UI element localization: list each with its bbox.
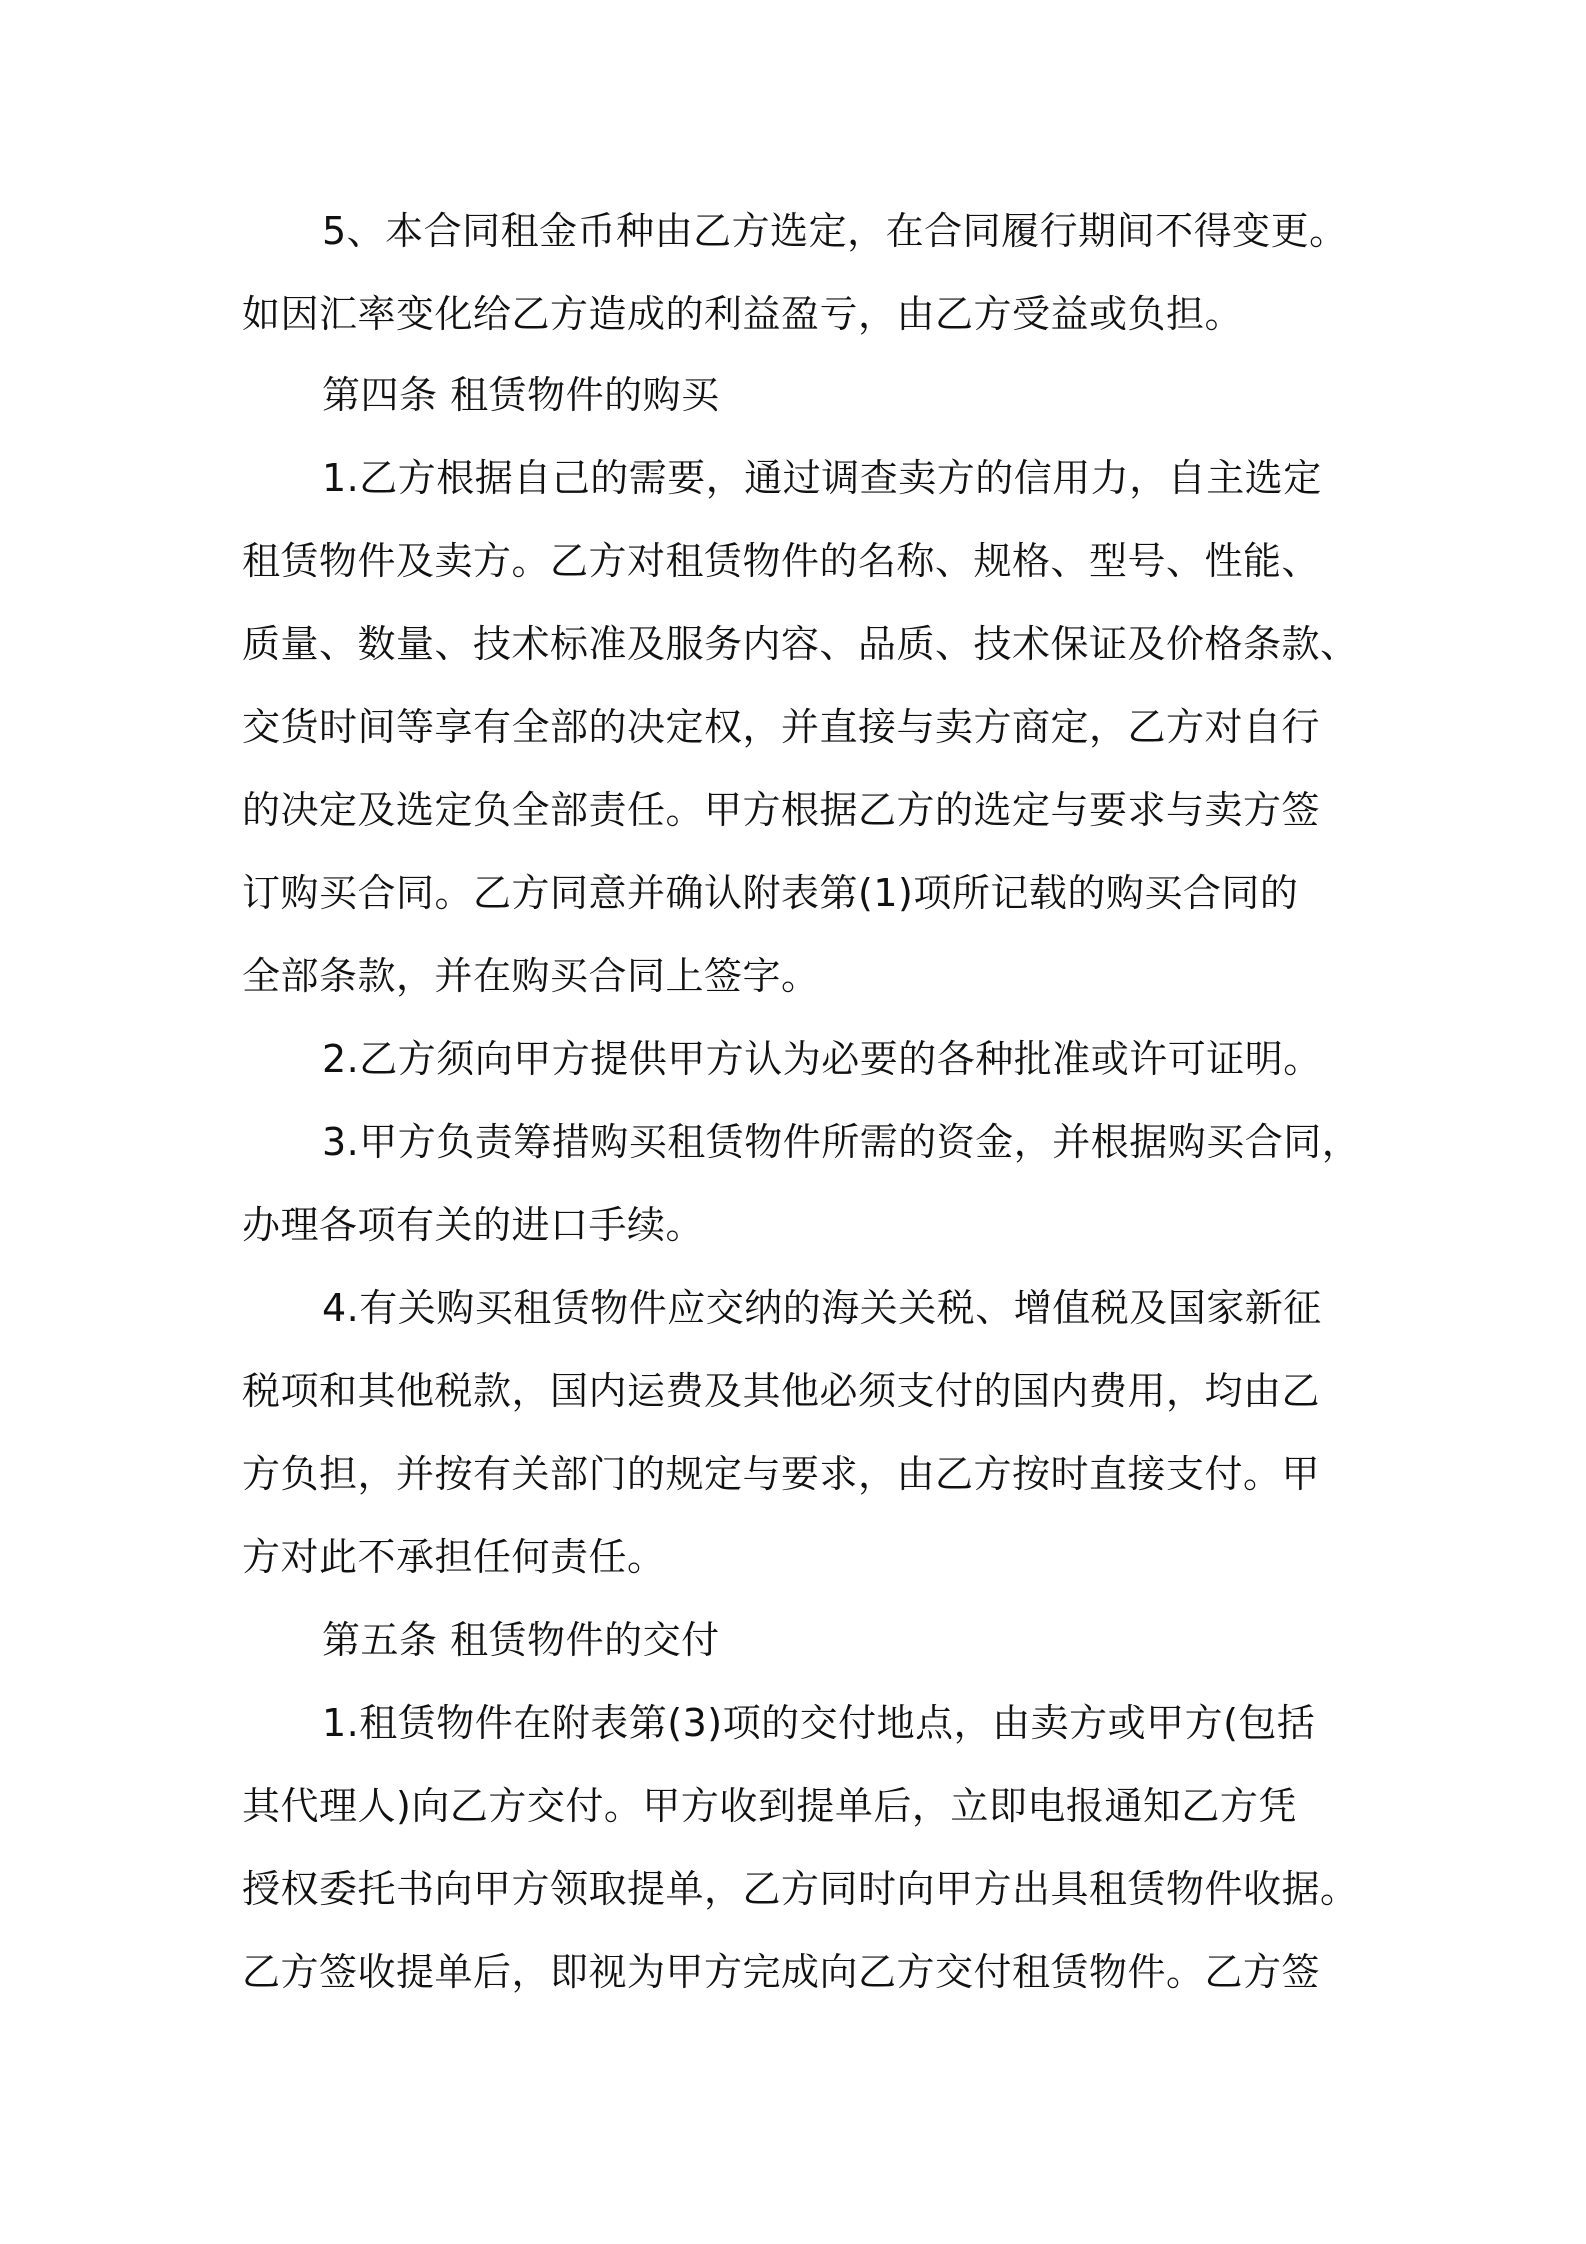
clause-4-4-line-4: 方对此不承担任何责任。 — [242, 1535, 666, 1579]
clause-4-3-line-1: 3.甲方负责筹措购买租赁物件所需的资金，并根据购买合同， — [322, 1120, 1361, 1164]
clause-4-3-line-2: 办理各项有关的进口手续。 — [242, 1203, 705, 1247]
clause-4-1-line-7: 全部条款，并在购买合同上签字。 — [242, 954, 820, 998]
clause-4-1-line-1: 1.乙方根据自己的需要，通过调查卖方的信用力，自主选定 — [322, 456, 1322, 500]
clause-4-1-line-5: 的决定及选定负全部责任。甲方根据乙方的选定与要求与卖方签 — [242, 788, 1321, 832]
clause-4-4-line-3: 方负担，并按有关部门的规定与要求，由乙方按时直接支付。甲 — [242, 1452, 1321, 1496]
article-4-heading: 第四条 租赁物件的购买 — [322, 373, 720, 417]
clause-4-4-line-2: 税项和其他税款，国内运费及其他必须支付的国内费用，均由乙 — [242, 1369, 1321, 1413]
clause-4-1-line-6: 订购买合同。乙方同意并确认附表第(1)项所记载的购买合同的 — [242, 871, 1299, 915]
clause-4-1-line-3: 质量、数量、技术标准及服务内容、品质、技术保证及价格条款、 — [242, 622, 1359, 666]
clause-3-5-line-2: 如因汇率变化给乙方造成的利益盈亏，由乙方受益或负担。 — [242, 292, 1244, 336]
clause-4-4-line-1: 4.有关购买租赁物件应交纳的海关关税、增值税及国家新征 — [322, 1286, 1322, 1330]
article-5-heading: 第五条 租赁物件的交付 — [322, 1618, 720, 1662]
clause-4-1-line-2: 租赁物件及卖方。乙方对租赁物件的名称、规格、型号、性能、 — [242, 539, 1321, 583]
clause-5-1-line-4: 乙方签收提单后，即视为甲方完成向乙方交付租赁物件。乙方签 — [242, 1950, 1321, 1994]
clause-3-5-line-1: 5、本合同租金币种由乙方选定，在合同履行期间不得变更。 — [322, 209, 1348, 253]
clause-4-1-line-4: 交货时间等享有全部的决定权，并直接与卖方商定，乙方对自行 — [242, 705, 1321, 749]
clause-4-2-line-1: 2.乙方须向甲方提供甲方认为必要的各种批准或许可证明。 — [322, 1037, 1322, 1081]
clause-5-1-line-3: 授权委托书向甲方领取提单，乙方同时向甲方出具租赁物件收据。 — [242, 1867, 1359, 1911]
clause-5-1-line-2: 其代理人)向乙方交付。甲方收到提单后，立即电报通知乙方凭 — [242, 1784, 1297, 1828]
clause-5-1-line-1: 1.租赁物件在附表第(3)项的交付地点，由卖方或甲方(包括 — [322, 1701, 1316, 1745]
